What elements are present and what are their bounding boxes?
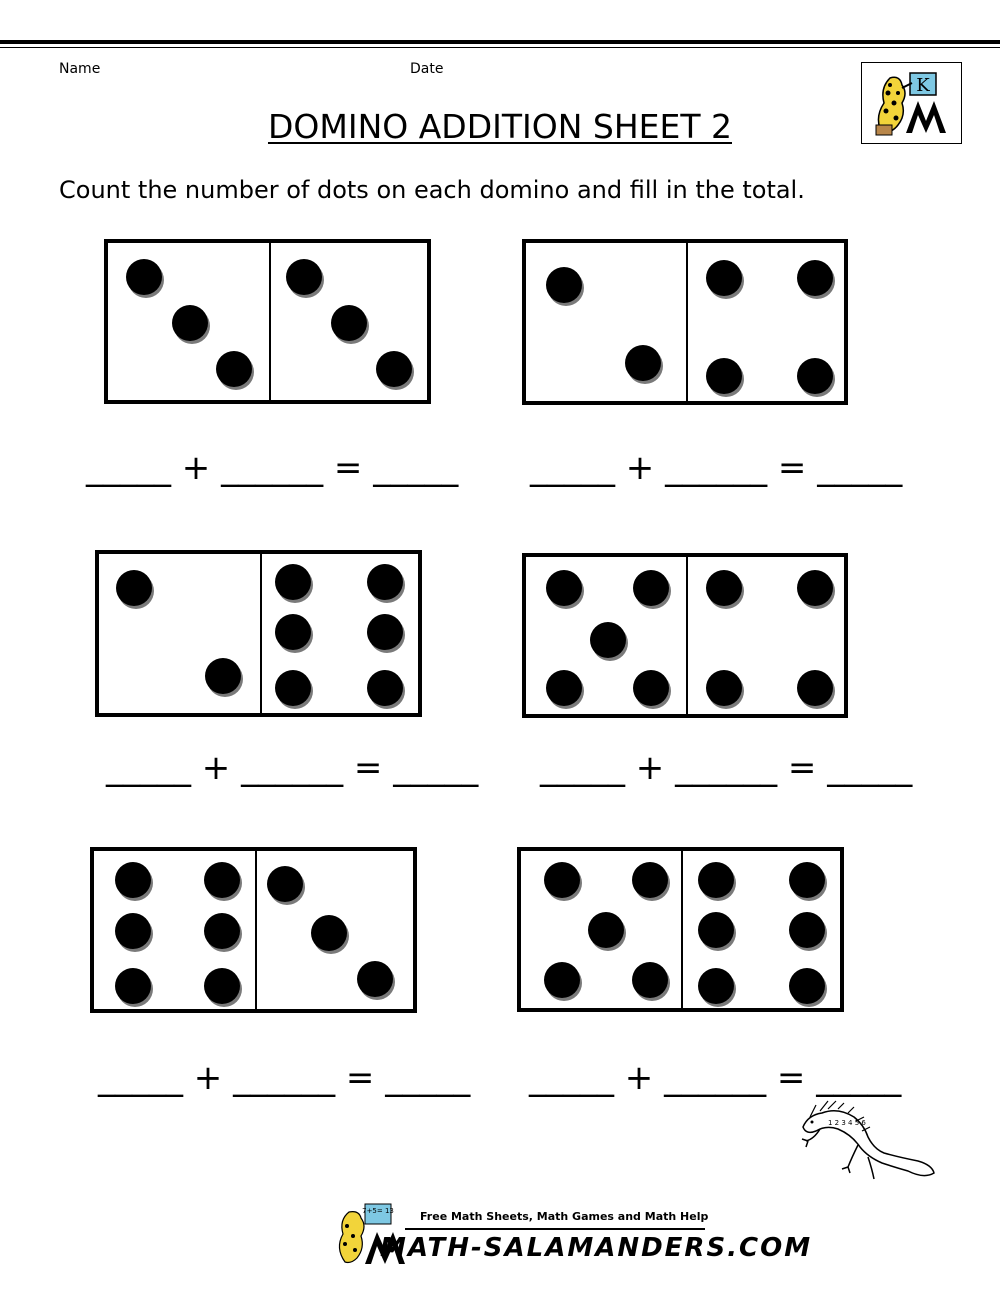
top-rule-thick <box>0 40 1000 44</box>
dot <box>797 260 833 296</box>
dot <box>706 670 742 706</box>
dot <box>789 862 825 898</box>
instructions: Count the number of dots on each domino and fill in the total. <box>59 176 805 204</box>
dot <box>797 358 833 394</box>
dot <box>698 862 734 898</box>
dot <box>544 862 580 898</box>
footer-site-link[interactable]: MATH-SALAMANDERS.COM <box>380 1233 813 1263</box>
domino-6 <box>517 847 844 1012</box>
svg-text:1 2 3 4 5 6: 1 2 3 4 5 6 <box>828 1119 866 1127</box>
dot <box>204 913 240 949</box>
name-label: Name <box>59 61 101 77</box>
dot <box>116 570 152 606</box>
domino-5 <box>90 847 417 1013</box>
dot <box>172 305 208 341</box>
dot <box>367 564 403 600</box>
equation-blank[interactable]: _____ + ______ = _____ <box>106 748 479 788</box>
dot <box>205 658 241 694</box>
equation-blank[interactable]: _____ + ______ = _____ <box>98 1058 471 1098</box>
dot <box>588 912 624 948</box>
footer-tagline: Free Math Sheets, Math Games and Math Help <box>420 1210 709 1223</box>
dot <box>632 962 668 998</box>
page-title: DOMINO ADDITION SHEET 2 <box>267 107 732 146</box>
top-rule-thin <box>0 47 1000 48</box>
dot <box>126 259 162 295</box>
dot <box>698 912 734 948</box>
dot <box>797 670 833 706</box>
dot <box>367 614 403 650</box>
dot <box>797 570 833 606</box>
dot <box>216 351 252 387</box>
equation-blank[interactable]: _____ + ______ = _____ <box>86 448 459 488</box>
dot <box>789 912 825 948</box>
dot <box>706 358 742 394</box>
dot <box>275 670 311 706</box>
dot <box>789 968 825 1004</box>
dot <box>115 862 151 898</box>
dot <box>115 913 151 949</box>
dot <box>546 670 582 706</box>
dot <box>633 670 669 706</box>
footer-divider <box>405 1228 705 1230</box>
dot <box>204 862 240 898</box>
salamander-illustration <box>798 1095 938 1189</box>
domino-2 <box>522 239 848 405</box>
dot <box>204 968 240 1004</box>
dot <box>367 670 403 706</box>
domino-1 <box>104 239 431 404</box>
dot <box>357 961 393 997</box>
dot <box>286 259 322 295</box>
dot <box>546 267 582 303</box>
equation-blank[interactable]: _____ + ______ = _____ <box>530 448 903 488</box>
dot <box>267 866 303 902</box>
dot <box>706 570 742 606</box>
dot <box>706 260 742 296</box>
logo-letter: K <box>916 75 930 96</box>
dot <box>275 614 311 650</box>
dot <box>544 962 580 998</box>
dot <box>632 862 668 898</box>
dot <box>331 305 367 341</box>
equation-blank[interactable]: _____ + ______ = _____ <box>540 748 913 788</box>
logo-badge-text: 7+5= 13 <box>362 1207 394 1215</box>
dot <box>115 968 151 1004</box>
dot <box>376 351 412 387</box>
date-label: Date <box>410 61 444 77</box>
salamander-icon <box>798 1095 938 1185</box>
dot <box>633 570 669 606</box>
dot <box>311 915 347 951</box>
dot <box>275 564 311 600</box>
dot <box>546 570 582 606</box>
dot <box>590 622 626 658</box>
domino-4 <box>522 553 848 718</box>
dot <box>625 345 661 381</box>
equation-blank[interactable]: _____ + ______ = _____ <box>529 1058 902 1098</box>
domino-3 <box>95 550 422 717</box>
dot <box>698 968 734 1004</box>
